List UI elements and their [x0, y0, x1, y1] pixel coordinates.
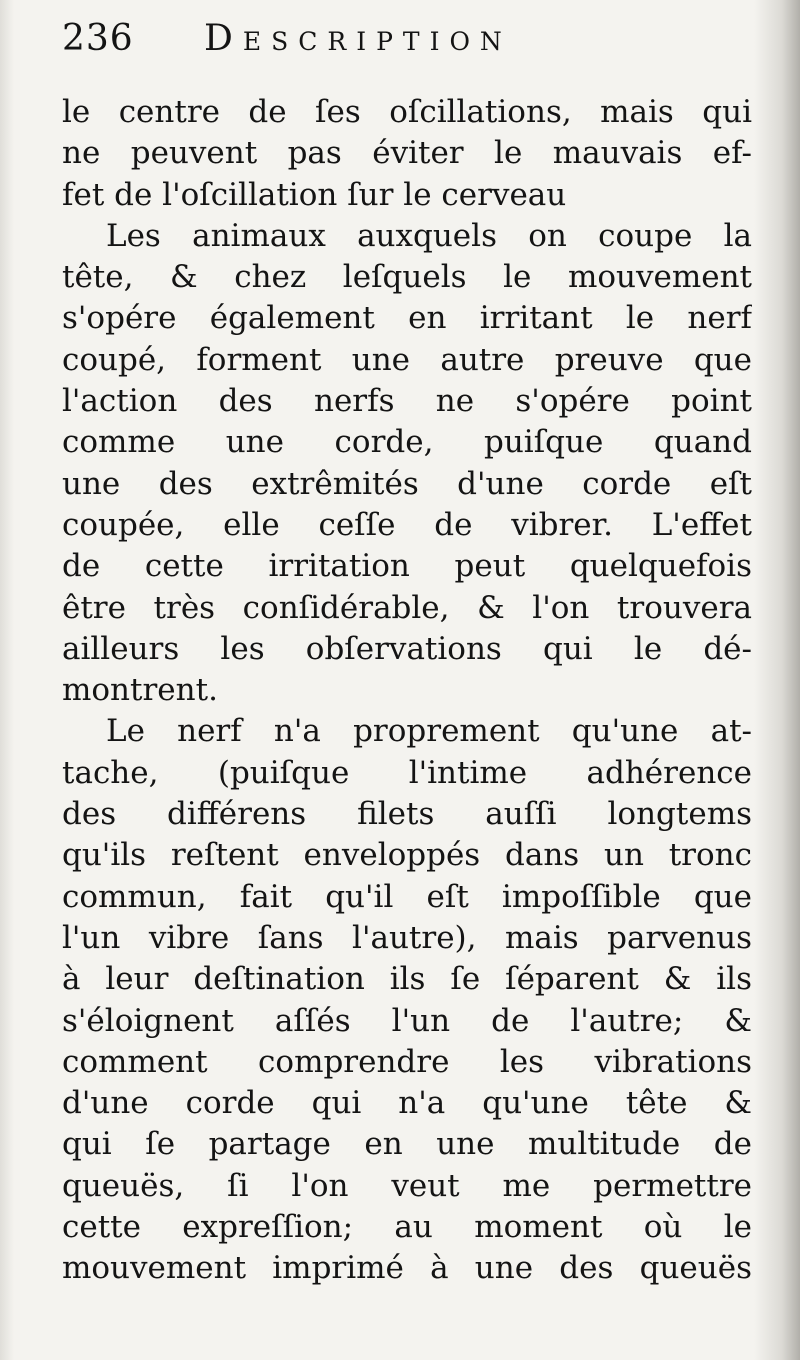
- text-line: montrent.: [62, 672, 218, 709]
- body-text: [62, 92, 752, 1290]
- text-line: tête, & chez leſquels le mouvement: [62, 259, 752, 296]
- text-line: coupé, forment une autre preuve que: [62, 341, 752, 378]
- text-line: qui ſe partage en une multitude de: [62, 1126, 752, 1163]
- text-line: fet de l'oſcillation ſur le cerveau: [62, 176, 567, 213]
- text-line: d'une corde qui n'a qu'une tête &: [62, 1085, 752, 1122]
- page-header: [62, 18, 762, 68]
- text-line: s'éloignent aſſés l'un de l'autre; &: [62, 1002, 752, 1039]
- text-line: comme une corde, puiſque quand: [62, 424, 752, 461]
- page-number: 236: [62, 18, 134, 59]
- text-line: ailleurs les obſervations qui le dé-: [62, 630, 752, 667]
- text-line: queuës, ſi l'on veut me permettre: [62, 1167, 752, 1204]
- page-left-edge: [0, 0, 14, 1360]
- text-line: être très conſidérable, & l'on trouvera: [62, 589, 752, 626]
- text-line: ne peuvent pas éviter le mauvais ef-: [62, 135, 752, 172]
- text-line: tache, (puiſque l'intime adhérence: [62, 754, 752, 791]
- text-line: des différens filets auſſi longtems: [62, 796, 752, 833]
- text-line: mouvement imprimé à une des queuës: [62, 1250, 752, 1287]
- text-line: cette expreſſion; au moment où le: [62, 1209, 752, 1246]
- text-line: s'opére également en irritant le nerf: [62, 300, 752, 337]
- text-line: comment comprendre les vibrations: [62, 1043, 752, 1080]
- text-line: l'action des nerfs ne s'opére point: [62, 383, 752, 420]
- text-line: à leur deſtination ils ſe ſéparent & ils: [62, 961, 752, 998]
- text-line: Le nerf n'a proprement qu'une at-: [106, 713, 752, 750]
- text-line: de cette irritation peut quelquefois: [62, 548, 752, 585]
- text-line: le centre de ſes oſcillations, mais qui: [62, 94, 752, 130]
- text-line: Les animaux auxquels on coupe la: [106, 217, 752, 254]
- text-line: commun, fait qu'il eſt impoſſible que: [62, 878, 752, 915]
- text-line: qu'ils reſtent enveloppés dans un tronc: [62, 837, 752, 874]
- running-title: Description: [204, 18, 512, 59]
- text-line: l'un vibre ſans l'autre), mais parvenus: [62, 919, 752, 956]
- text-line: une des extrêmités d'une corde eſt: [62, 465, 752, 502]
- text-line: coupée, elle ceſſe de vibrer. L'effet: [62, 506, 752, 543]
- page-gutter-shadow: [754, 0, 800, 1360]
